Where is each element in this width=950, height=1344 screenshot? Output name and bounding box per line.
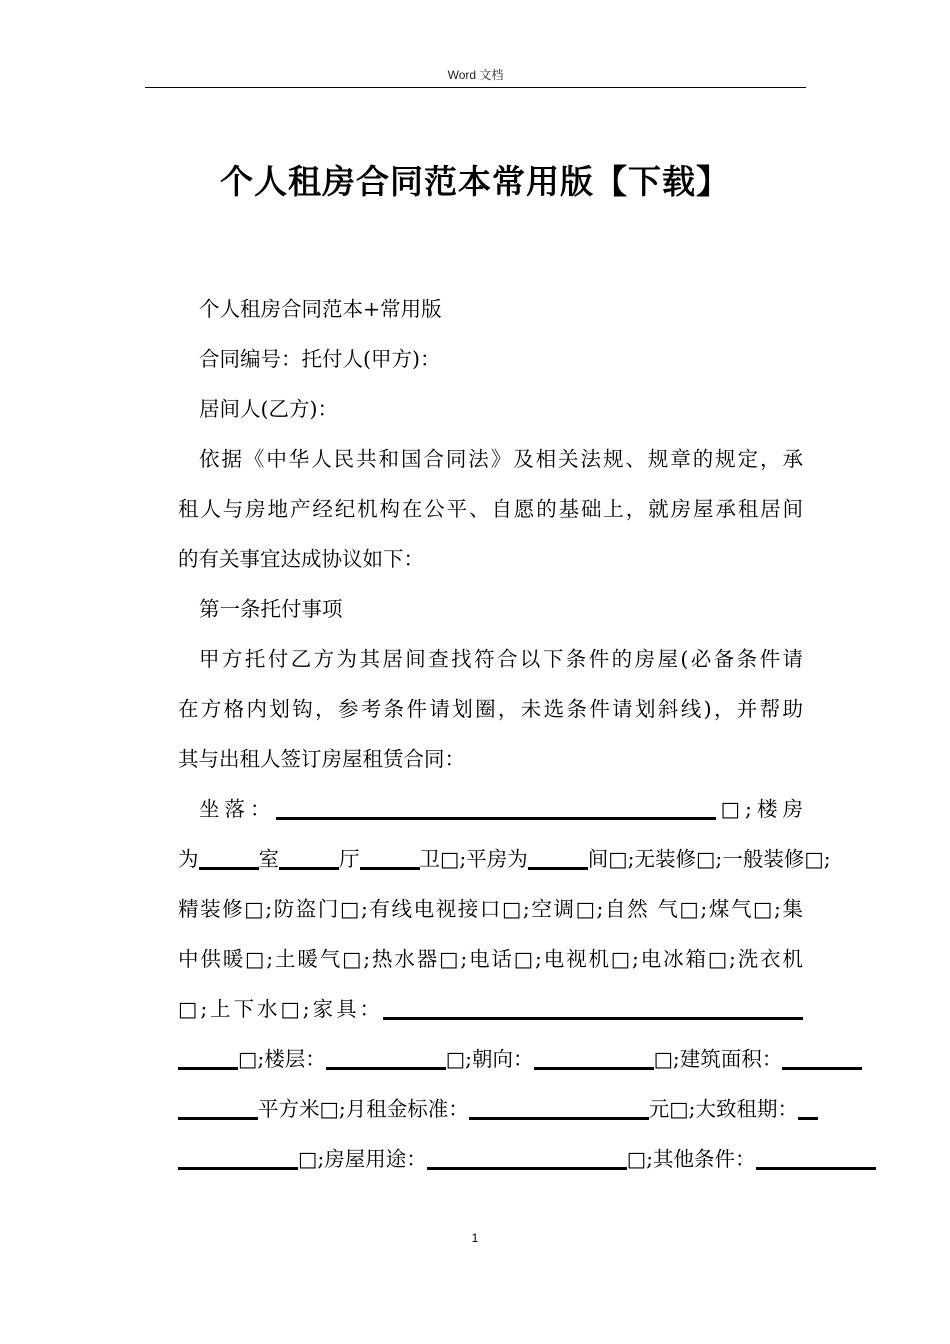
fill-in-blank <box>178 1097 258 1121</box>
text-line <box>178 1084 803 1134</box>
text-line: 第一条托付事项 <box>199 597 343 621</box>
text-line <box>178 1034 803 1084</box>
fill-in-blank <box>178 1147 298 1171</box>
line-segment: 卫□;平房为 <box>419 847 528 871</box>
text-line: 其与出租人签订房屋租赁合同： <box>178 747 465 771</box>
fill-in-blank <box>469 1097 649 1121</box>
text-line: 中供暖□;土暖气□;热水器□;电话□;电视机□;电冰箱□;洗衣机 <box>178 947 803 971</box>
line-segment: 元□;大致租期： <box>648 1097 799 1121</box>
text-line: 精装修□;防盗门□;有线电视接口□;空调□;自然 气□;煤气□;集 <box>178 897 803 921</box>
line-segment: □;上下水□;家具： <box>178 997 383 1021</box>
fill-in-blank <box>528 847 588 871</box>
fill-in-blank <box>756 1147 876 1171</box>
text-line: 个人租房合同范本+常用版 <box>199 297 442 321</box>
header-rule <box>145 87 806 88</box>
line-segment: □;朝向： <box>445 1047 534 1071</box>
line-segment: □;其他条件： <box>626 1147 756 1171</box>
fill-in-blank <box>798 1097 818 1121</box>
text-line: 甲方托付乙方为其居间查找符合以下条件的房屋(必备条件请 <box>199 647 803 671</box>
text-line: 合同编号：托付人(甲方)： <box>199 347 441 371</box>
fill-in-blank <box>178 1047 238 1071</box>
fill-in-blank <box>534 1047 654 1071</box>
fill-in-blank <box>782 1047 862 1071</box>
text-line: 居间人(乙方)： <box>199 397 338 421</box>
fill-in-blank <box>276 797 716 821</box>
line-segment: 间□;无装修□;一般装修□; <box>587 847 831 871</box>
fill-in-blank <box>279 847 339 871</box>
line-segment: 室 <box>258 847 279 871</box>
text-line <box>178 834 831 884</box>
text-line <box>178 984 803 1034</box>
line-segment: 厅 <box>339 847 360 871</box>
line-segment: □;建筑面积： <box>653 1047 783 1071</box>
document-title: 个人租房合同范本常用版【下载】 <box>220 162 730 201</box>
line-segment: □;楼层： <box>238 1047 326 1071</box>
text-line <box>178 784 803 834</box>
text-line: 在方格内划钩，参考条件请划圈，未选条件请划斜线)，并帮助 <box>178 697 803 721</box>
fill-in-blank <box>427 1147 627 1171</box>
line-segment: □;房屋用途： <box>298 1147 427 1171</box>
text-line: 租人与房地产经纪机构在公平、自愿的基础上，就房屋承租居间 <box>178 497 803 521</box>
fill-in-blank <box>199 847 259 871</box>
text-line <box>178 1134 803 1184</box>
page-number: 1 <box>471 1231 479 1245</box>
fill-in-blank <box>360 847 420 871</box>
line-segment: 平方米□;月租金标准： <box>258 1097 469 1121</box>
text-line: 的有关事宜达成协议如下： <box>178 547 424 571</box>
document-body <box>178 284 831 1184</box>
text-line: 依据《中华人民共和国合同法》及相关法规、规章的规定，承 <box>199 447 803 471</box>
line-segment: □;楼房 <box>715 797 803 821</box>
line-segment: 坐落： <box>199 797 276 821</box>
page-header: Word 文档 <box>447 68 504 82</box>
fill-in-blank <box>326 1047 446 1071</box>
fill-in-blank <box>383 997 803 1021</box>
line-segment: 为 <box>178 847 199 871</box>
